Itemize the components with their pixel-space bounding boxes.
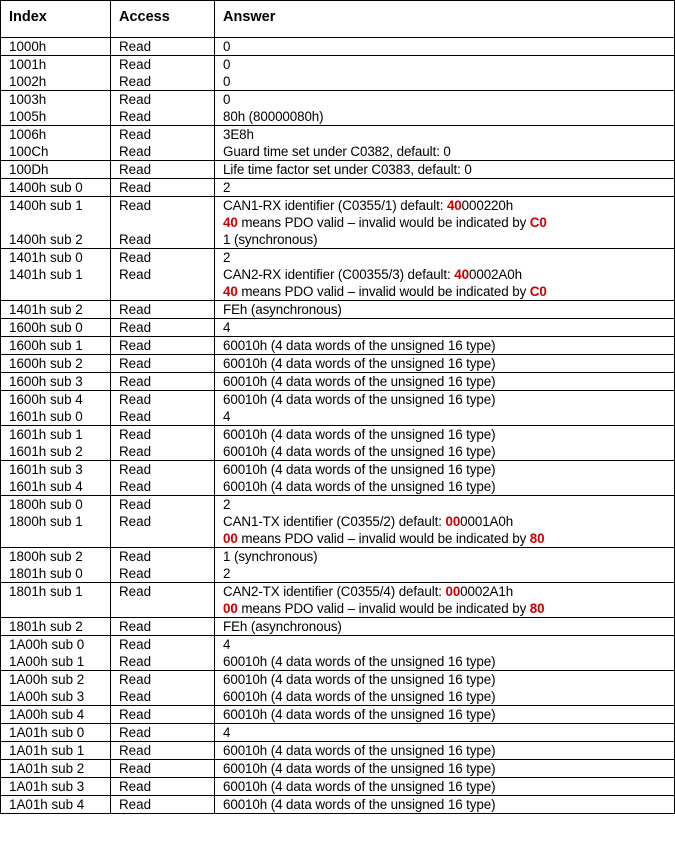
- cell-answer: FEh (asynchronous): [215, 618, 675, 636]
- cell-answer: 60010h (4 data words of the unsigned 16 type): [215, 796, 675, 814]
- answer-line-1: [223, 513, 674, 530]
- cell-index: 1A01h sub 2: [1, 760, 111, 778]
- answer-line-1: [223, 266, 674, 283]
- highlighted-value: 40: [454, 267, 469, 282]
- answer-text: 0002A0h: [469, 267, 522, 282]
- cell-access: Read: [111, 565, 215, 583]
- table-row: [1, 301, 675, 319]
- table-row: [1, 249, 675, 267]
- cell-index: 1005h: [1, 108, 111, 126]
- cell-answer: [215, 197, 675, 232]
- cell-index: 1401h sub 1: [1, 266, 111, 301]
- table-row: [1, 91, 675, 109]
- column-header-index: Index: [1, 1, 111, 38]
- table-row: [1, 108, 675, 126]
- cell-access: Read: [111, 583, 215, 618]
- cell-index: 1002h: [1, 73, 111, 91]
- cell-access: Read: [111, 266, 215, 301]
- cell-index: 1600h sub 3: [1, 373, 111, 391]
- cell-access: Read: [111, 653, 215, 671]
- table-row: [1, 231, 675, 249]
- cell-answer: 60010h (4 data words of the unsigned 16 type): [215, 355, 675, 373]
- cell-index: 1400h sub 1: [1, 197, 111, 232]
- table-row: [1, 671, 675, 689]
- table-row: [1, 179, 675, 197]
- cell-index: 1601h sub 1: [1, 426, 111, 444]
- answer-line-2: [223, 214, 674, 231]
- cell-access: Read: [111, 636, 215, 654]
- answer-text: CAN1-TX identifier (C0355/2) default:: [223, 514, 446, 529]
- cell-answer: [215, 583, 675, 618]
- highlighted-value: 80: [529, 601, 545, 616]
- cell-index: 1600h sub 1: [1, 337, 111, 355]
- table-row: [1, 688, 675, 706]
- cell-access: Read: [111, 319, 215, 337]
- answer-text: CAN2-TX identifier (C0355/4) default:: [223, 584, 446, 599]
- answer-text: CAN2-RX identifier (C00355/3) default:: [223, 267, 455, 282]
- cell-access: Read: [111, 231, 215, 249]
- cell-answer: 60010h (4 data words of the unsigned 16 type): [215, 706, 675, 724]
- cell-index: 1601h sub 0: [1, 408, 111, 426]
- highlighted-value: C0: [529, 215, 547, 230]
- table-row: [1, 742, 675, 760]
- cell-index: 1400h sub 0: [1, 179, 111, 197]
- cell-answer: 60010h (4 data words of the unsigned 16 type): [215, 653, 675, 671]
- cell-index: 1601h sub 3: [1, 461, 111, 479]
- cell-answer: 1 (synchronous): [215, 548, 675, 566]
- cell-access: Read: [111, 513, 215, 548]
- cell-index: 1000h: [1, 38, 111, 56]
- cell-index: 1800h sub 2: [1, 548, 111, 566]
- answer-text: means PDO valid – invalid would be indicated by: [237, 215, 530, 230]
- table-row: [1, 478, 675, 496]
- answer-line-1: [223, 197, 674, 214]
- cell-index: 1401h sub 0: [1, 249, 111, 267]
- cell-access: Read: [111, 618, 215, 636]
- table-row: [1, 760, 675, 778]
- cell-access: Read: [111, 391, 215, 409]
- table-row: [1, 443, 675, 461]
- table-row: [1, 56, 675, 74]
- cell-answer: 60010h (4 data words of the unsigned 16 type): [215, 760, 675, 778]
- table-row: [1, 408, 675, 426]
- cell-index: 1601h sub 4: [1, 478, 111, 496]
- cell-answer: FEh (asynchronous): [215, 301, 675, 319]
- highlighted-value: 00: [445, 514, 461, 529]
- cell-access: Read: [111, 461, 215, 479]
- cell-index: 1A00h sub 2: [1, 671, 111, 689]
- table-row: [1, 319, 675, 337]
- highlighted-value: 40: [223, 284, 238, 299]
- cell-answer: 4: [215, 319, 675, 337]
- table-row: [1, 126, 675, 144]
- table-row: [1, 391, 675, 409]
- cell-answer: 60010h (4 data words of the unsigned 16 type): [215, 461, 675, 479]
- answer-text: 0001A0h: [460, 514, 514, 529]
- cell-access: Read: [111, 179, 215, 197]
- table-row: [1, 426, 675, 444]
- cell-access: Read: [111, 671, 215, 689]
- cell-answer: 2: [215, 565, 675, 583]
- cell-access: Read: [111, 408, 215, 426]
- cell-access: Read: [111, 126, 215, 144]
- answer-line-2: [223, 600, 674, 617]
- table-row: [1, 618, 675, 636]
- cell-access: Read: [111, 38, 215, 56]
- cell-access: Read: [111, 161, 215, 179]
- highlighted-value: 40: [223, 215, 238, 230]
- answer-text: means PDO valid – invalid would be indicated by: [237, 284, 530, 299]
- table-row: [1, 461, 675, 479]
- cell-index: 100Ch: [1, 143, 111, 161]
- table-row: [1, 496, 675, 514]
- cell-answer: 4: [215, 408, 675, 426]
- cell-index: 1A00h sub 3: [1, 688, 111, 706]
- cell-answer: 4: [215, 636, 675, 654]
- cell-index: 1801h sub 1: [1, 583, 111, 618]
- cell-answer: 0: [215, 38, 675, 56]
- cell-access: Read: [111, 143, 215, 161]
- table-row: [1, 38, 675, 56]
- table-header: [1, 1, 675, 38]
- cell-access: Read: [111, 197, 215, 232]
- highlighted-value: C0: [529, 284, 547, 299]
- cell-answer: 60010h (4 data words of the unsigned 16 type): [215, 478, 675, 496]
- cell-index: 1401h sub 2: [1, 301, 111, 319]
- cell-answer: 0: [215, 91, 675, 109]
- cell-index: 1A00h sub 1: [1, 653, 111, 671]
- cell-answer: 80h (80000080h): [215, 108, 675, 126]
- cell-answer: 2: [215, 249, 675, 267]
- cell-answer: [215, 513, 675, 548]
- cell-index: 100Dh: [1, 161, 111, 179]
- cell-answer: [215, 266, 675, 301]
- table-row: [1, 653, 675, 671]
- cell-access: Read: [111, 496, 215, 514]
- cell-index: 1A01h sub 1: [1, 742, 111, 760]
- cell-access: Read: [111, 478, 215, 496]
- cell-answer: 0: [215, 73, 675, 91]
- cell-index: 1A00h sub 0: [1, 636, 111, 654]
- highlighted-value: 40: [446, 198, 462, 213]
- cell-index: 1A00h sub 4: [1, 706, 111, 724]
- cell-answer: Life time factor set under C0383, default: 0: [215, 161, 675, 179]
- answer-line-2: [223, 283, 674, 300]
- cell-answer: 60010h (4 data words of the unsigned 16 type): [215, 337, 675, 355]
- answer-text: 0002A1h: [460, 584, 514, 599]
- answer-text: CAN1-RX identifier (C0355/1) default:: [223, 198, 447, 213]
- table-row: [1, 706, 675, 724]
- cell-index: 1A01h sub 0: [1, 724, 111, 742]
- cell-index: 1400h sub 2: [1, 231, 111, 249]
- table-row: [1, 337, 675, 355]
- cell-index: 1003h: [1, 91, 111, 109]
- cell-answer: 3E8h: [215, 126, 675, 144]
- cell-index: 1600h sub 4: [1, 391, 111, 409]
- highlighted-value: 00: [223, 531, 238, 546]
- cell-index: 1801h sub 0: [1, 565, 111, 583]
- table-row: [1, 513, 675, 548]
- cell-index: 1A01h sub 4: [1, 796, 111, 814]
- table-row: [1, 266, 675, 301]
- answer-line-1: [223, 583, 674, 600]
- cell-access: Read: [111, 778, 215, 796]
- cell-index: 1801h sub 2: [1, 618, 111, 636]
- answer-text: means PDO valid – invalid would be indicated by: [237, 601, 530, 616]
- cell-index: 1600h sub 0: [1, 319, 111, 337]
- cell-access: Read: [111, 355, 215, 373]
- table-row: [1, 143, 675, 161]
- cell-access: Read: [111, 73, 215, 91]
- column-header-answer: Answer: [215, 1, 675, 38]
- highlighted-value: 00: [445, 584, 461, 599]
- table-row: [1, 778, 675, 796]
- table-row: [1, 73, 675, 91]
- cell-index: 1800h sub 1: [1, 513, 111, 548]
- cell-index: 1601h sub 2: [1, 443, 111, 461]
- cell-access: Read: [111, 742, 215, 760]
- cell-access: Read: [111, 796, 215, 814]
- cell-access: Read: [111, 301, 215, 319]
- cell-answer: 60010h (4 data words of the unsigned 16 type): [215, 443, 675, 461]
- cell-access: Read: [111, 56, 215, 74]
- answer-text: 000220h: [461, 198, 514, 213]
- cell-access: Read: [111, 426, 215, 444]
- highlighted-value: 80: [529, 531, 545, 546]
- cell-answer: 2: [215, 179, 675, 197]
- table-row: [1, 161, 675, 179]
- cell-access: Read: [111, 760, 215, 778]
- cell-index: 1006h: [1, 126, 111, 144]
- cell-access: Read: [111, 706, 215, 724]
- cell-answer: Guard time set under C0382, default: 0: [215, 143, 675, 161]
- table-body: [1, 38, 675, 814]
- cell-index: 1800h sub 0: [1, 496, 111, 514]
- cell-answer: 60010h (4 data words of the unsigned 16 type): [215, 391, 675, 409]
- cell-access: Read: [111, 548, 215, 566]
- cell-answer: 60010h (4 data words of the unsigned 16 type): [215, 778, 675, 796]
- cell-access: Read: [111, 373, 215, 391]
- column-header-access: Access: [111, 1, 215, 38]
- cell-access: Read: [111, 91, 215, 109]
- cell-index: 1600h sub 2: [1, 355, 111, 373]
- cell-answer: 4: [215, 724, 675, 742]
- table-row: [1, 565, 675, 583]
- cell-access: Read: [111, 249, 215, 267]
- answer-line-2: [223, 530, 674, 547]
- table-row: [1, 373, 675, 391]
- table-row: [1, 796, 675, 814]
- cell-answer: 2: [215, 496, 675, 514]
- header-row: [1, 1, 675, 38]
- cell-access: Read: [111, 443, 215, 461]
- cell-access: Read: [111, 724, 215, 742]
- cell-index: 1A01h sub 3: [1, 778, 111, 796]
- table-row: [1, 548, 675, 566]
- cell-answer: 60010h (4 data words of the unsigned 16 type): [215, 373, 675, 391]
- cell-answer: 60010h (4 data words of the unsigned 16 type): [215, 742, 675, 760]
- cell-access: Read: [111, 108, 215, 126]
- cell-answer: 60010h (4 data words of the unsigned 16 type): [215, 671, 675, 689]
- table-row: [1, 197, 675, 232]
- cell-answer: 60010h (4 data words of the unsigned 16 type): [215, 688, 675, 706]
- table-row: [1, 355, 675, 373]
- cell-answer: 0: [215, 56, 675, 74]
- cell-index: 1001h: [1, 56, 111, 74]
- cell-answer: 60010h (4 data words of the unsigned 16 type): [215, 426, 675, 444]
- table-row: [1, 636, 675, 654]
- answer-text: means PDO valid – invalid would be indicated by: [237, 531, 530, 546]
- table-row: [1, 724, 675, 742]
- cell-access: Read: [111, 688, 215, 706]
- highlighted-value: 00: [223, 601, 238, 616]
- table-row: [1, 583, 675, 618]
- cell-access: Read: [111, 337, 215, 355]
- cell-answer: 1 (synchronous): [215, 231, 675, 249]
